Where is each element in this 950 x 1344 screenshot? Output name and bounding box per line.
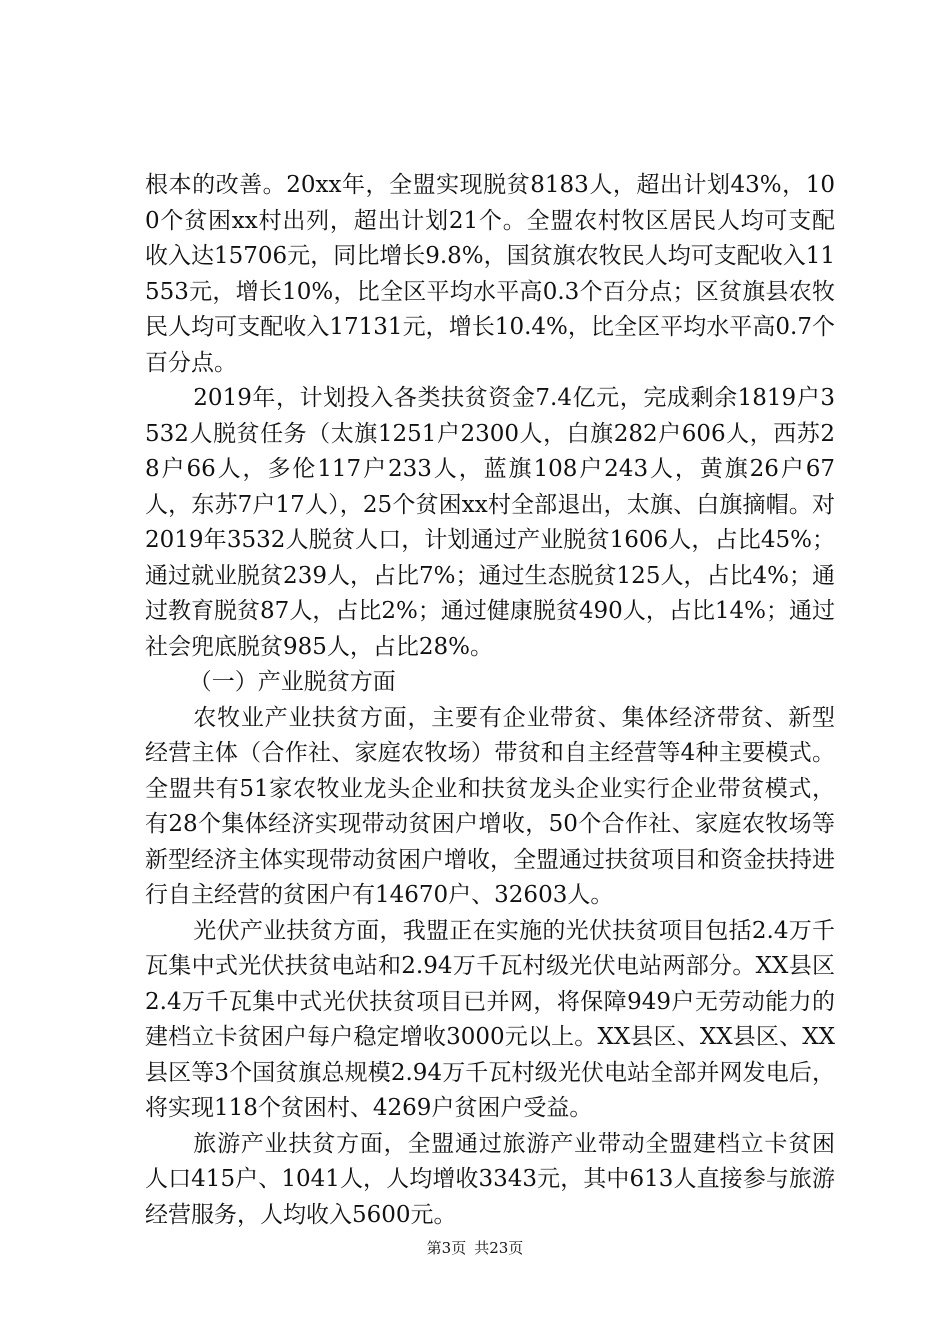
paragraph-photovoltaic: 光伏产业扶贫方面，我盟正在实施的光伏扶贫项目包括2.4万千瓦集中式光伏扶贫电站和2.94万千瓦村级光伏电站两部分。XX县区2.4万千瓦集中式光伏扶贫项目已并网，将保障949户无劳动能力的建档立卡贫困户每户稳定增收3000元以上。XX县区、XX县区、XX县区等3个国贫旗总规模2.94万千瓦村级光伏电站全部并网发电后，将实现118个贫困村、4269户贫困户受益。 xyxy=(145,917,835,1121)
document-body xyxy=(145,168,835,1233)
paragraph-agriculture: 农牧业产业扶贫方面，主要有企业带贫、集体经济带贫、新型经营主体（合作社、家庭农牧场）带贫和自主经营等4种主要模式。全盟共有51家农牧业龙头企业和扶贫龙头企业实行企业带贫模式，有28个集体经济实现带动贫困户增收，50个合作社、家庭农牧场等新型经济主体实现带动贫困户增收，全盟通过扶贫项目和资金扶持进行自主经营的贫困户有14670户、32603人。 xyxy=(145,704,835,908)
section-heading-industry: （一）产业脱贫方面 xyxy=(188,669,396,695)
page-number: 第3页 xyxy=(426,1239,467,1257)
paragraph-tourism: 旅游产业扶贫方面，全盟通过旅游产业带动全盟建档立卡贫困人口415户、1041人，人均增收3343元，其中613人直接参与旅游经营服务，人均收入5600元。 xyxy=(145,1130,835,1228)
page-footer xyxy=(0,1238,950,1258)
paragraph-plan-2019: 2019年，计划投入各类扶贫资金7.4亿元，完成剩余1819户3532人脱贫任务（太旗1251户2300人，白旗282户606人，西苏28户66人，多伦117户233人，蓝旗108户243人，黄旗26户67人，东苏7户17人），25个贫困xx村全部退出，太旗、白旗摘帽。对2019年3532人脱贫人口，计划通过产业脱贫1606人，占比45%；通过就业脱贫239人，占比7%；通过生态脱贫125人，占比4%；通过教育脱贫87人，占比2%；通过健康脱贫490人，占比14%；通过社会兜底脱贫985人，占比28%。 xyxy=(145,385,835,660)
page-total: 共23页 xyxy=(474,1239,524,1257)
paragraph-summary-20xx: 根本的改善。20xx年，全盟实现脱贫8183人，超出计划43%，100个贫困xx村出列，超出计划21个。全盟农村牧区居民人均可支配收入达15706元，同比增长9.8%，国贫旗农牧民人均可支配收入11553元，增长10%，比全区平均水平高0.3个百分点；区贫旗县农牧民人均可支配收入17131元，增长10.4%，比全区平均水平高0.7个百分点。 xyxy=(145,172,835,376)
